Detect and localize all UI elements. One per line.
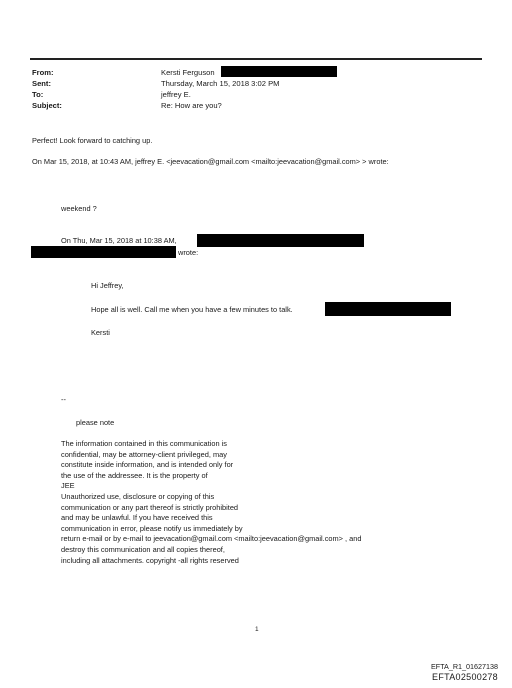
quote1-header: On Mar 15, 2018, at 10:43 AM, jeffrey E. <jeevacation@gmail.com <mailto:jeevacation@gmail.com> > wrote: xyxy=(32,157,389,166)
redaction-box xyxy=(221,66,337,77)
disclaimer-line: Unauthorized use, disclosure or copying of this xyxy=(61,491,215,501)
disclaimer-line: confidential, may be attorney-client privileged, may xyxy=(61,449,227,459)
disclaimer-line: communication in error, please notify us immediately by xyxy=(61,523,243,533)
signature-dashes: -- xyxy=(61,395,66,404)
disclaimer-line: constitute inside information, and is intended only for xyxy=(61,460,234,470)
disclaimer-block xyxy=(61,439,362,566)
sent-label: Sent: xyxy=(32,79,51,88)
disclaimer-line: JEE xyxy=(61,481,75,491)
disclaimer-line: including all attachments. copyright -all rights reserved xyxy=(61,555,239,565)
quote2-header-end: wrote: xyxy=(178,248,199,257)
subject-label: Subject: xyxy=(32,101,62,110)
signature: Kersti xyxy=(91,328,110,337)
page-number: 1 xyxy=(255,626,259,633)
disclaimer-line: The information contained in this communication is xyxy=(61,439,227,448)
sent-value: Thursday, March 15, 2018 3:02 PM xyxy=(161,79,280,88)
disclaimer-line: and may be unlawful. If you have received this xyxy=(61,513,213,523)
redaction-box xyxy=(197,234,364,247)
reply-line: Perfect! Look forward to catching up. xyxy=(32,136,153,145)
from-label: From: xyxy=(32,68,54,77)
greeting: Hi Jeffrey, xyxy=(91,281,124,290)
footer-ref-1: EFTA_R1_01627138 xyxy=(431,662,498,671)
disclaimer-line: return e-mail or by e-mail to jeevacation@gmail.com <mailto:jeevacation@gmail.com> , and xyxy=(61,534,362,544)
quote2-header-start: On Thu, Mar 15, 2018 at 10:38 AM, xyxy=(61,236,177,245)
from-value: Kersti Ferguson xyxy=(161,68,215,77)
subject-value: Re: How are you? xyxy=(161,101,222,110)
disclaimer-line: the use of the addressee. It is the property of xyxy=(61,470,208,480)
quote1-text: weekend ? xyxy=(61,204,97,213)
disclaimer-line: destroy this communication and all copies thereof, xyxy=(61,544,225,554)
message-line: Hope all is well. Call me when you have a few minutes to talk. xyxy=(91,305,293,314)
footer-ref-2: EFTA02500278 xyxy=(432,672,498,682)
redaction-box xyxy=(31,246,176,258)
header-rule xyxy=(30,58,482,60)
redaction-box xyxy=(325,302,451,316)
to-value: jeffrey E. xyxy=(161,90,191,99)
disclaimer-line: communication or any part thereof is strictly prohibited xyxy=(61,502,239,512)
to-label: To: xyxy=(32,90,44,99)
please-note: please note xyxy=(76,418,115,427)
